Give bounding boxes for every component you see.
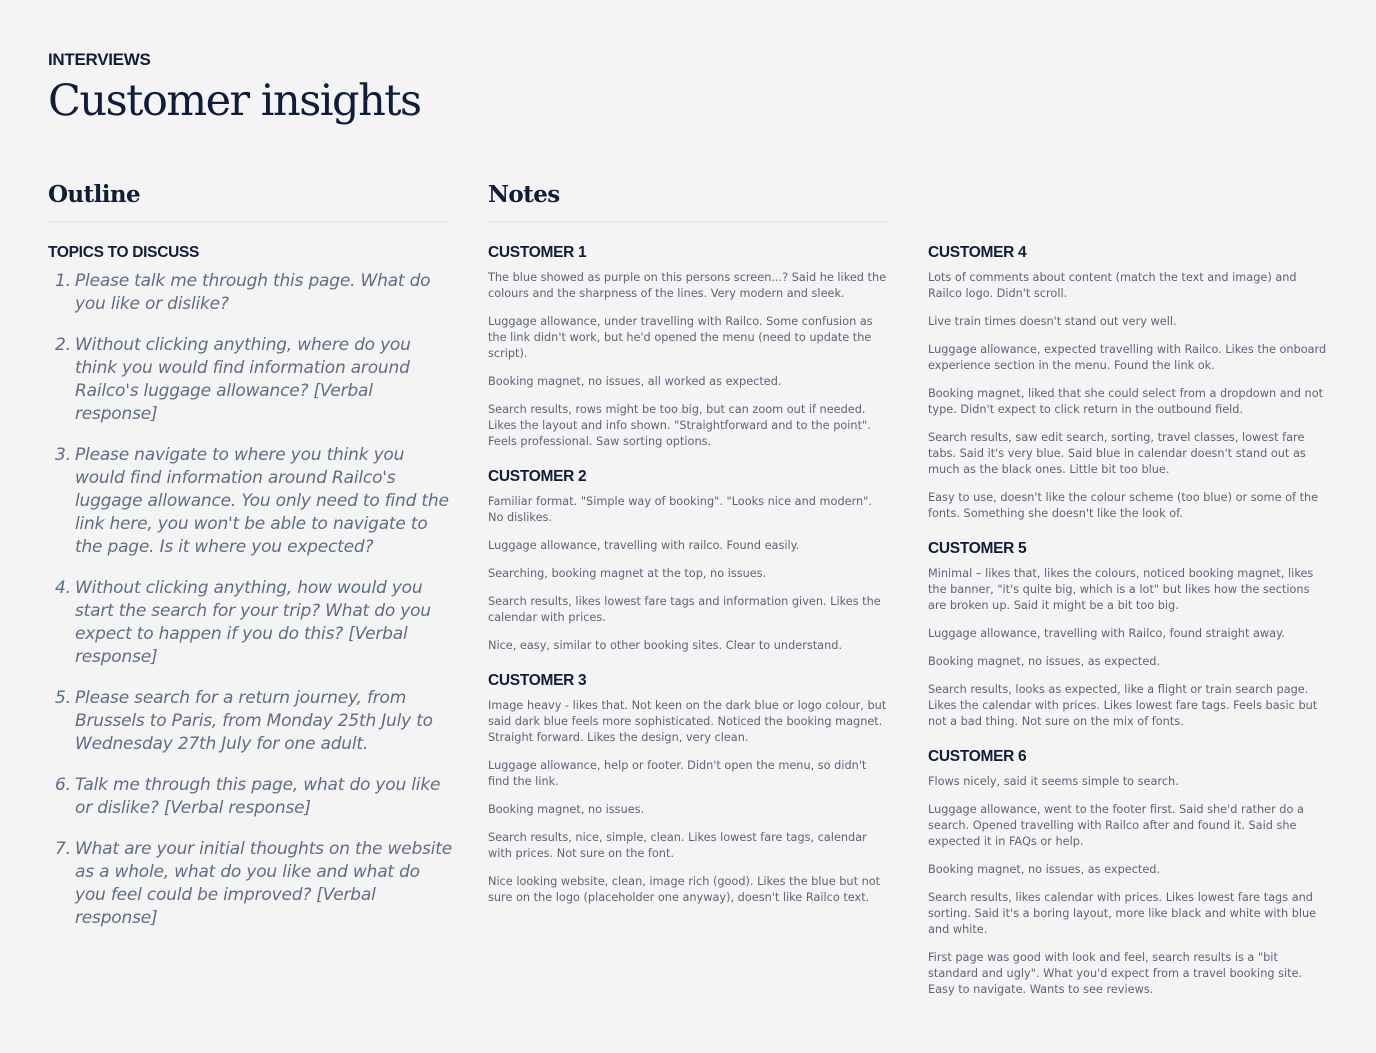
customer-note: Search results, rows might be too big, but can zoom out if needed. Likes the layout and info shown. "Straightforward and to the point". Feels professional. Saw sorting options. bbox=[488, 403, 871, 448]
topic-number: 6. bbox=[55, 775, 71, 795]
customer-block bbox=[928, 244, 1328, 522]
customer-note: Live train times doesn't stand out very well. bbox=[928, 315, 1177, 328]
customer-note: Luggage allowance, travelling with railco. Found easily. bbox=[488, 539, 800, 552]
customer-note: Search results, nice, simple, clean. Likes lowest fare tags, calendar with prices. Not sure on the font. bbox=[488, 831, 867, 860]
topic-item bbox=[48, 444, 453, 559]
topics-subheading: TOPICS TO DISCUSS bbox=[48, 244, 200, 261]
topic-text: Without clicking anything, where do you think you would find information around Railco's luggage allowance? [Verbal response] bbox=[75, 335, 411, 424]
customer-note: Booking magnet, no issues, as expected. bbox=[928, 863, 1161, 876]
customer-name: CUSTOMER 5 bbox=[928, 540, 1027, 557]
customer-note: Image heavy - likes that. Not keen on the dark blue or logo colour, but said dark blue feels more sophisticated. Noticed the booking magnet. Straight forward. Likes the design, very clean. bbox=[488, 699, 887, 744]
customer-note: Familiar format. "Simple way of booking". "Looks nice and modern". No dislikes. bbox=[488, 495, 872, 524]
topic-item bbox=[48, 334, 453, 426]
page-eyebrow: INTERVIEWS bbox=[48, 50, 151, 69]
customer-note: Search results, saw edit search, sorting, travel classes, lowest fare tabs. Said it's very blue. Said blue in calendar doesn't stand out as much as the black ones. Little bit too blue. bbox=[928, 431, 1306, 476]
notes-heading: Notes bbox=[488, 181, 560, 208]
notes-column-left bbox=[488, 244, 888, 924]
topic-number: 3. bbox=[55, 445, 71, 465]
outline-divider bbox=[48, 221, 448, 223]
customer-note: Booking magnet, no issues, as expected. bbox=[928, 655, 1161, 668]
page-title: Customer insights bbox=[48, 76, 421, 126]
topic-item bbox=[48, 270, 453, 316]
topic-text: What are your initial thoughts on the website as a whole, what do you like and what do you feel could be improved? [Verbal response] bbox=[75, 839, 452, 928]
topic-text: Please navigate to where you think you would find information around Railco's luggage allowance. You only need to find the link here, you won't be able to navigate to the page. Is it where you expected? bbox=[75, 445, 449, 557]
customer-note: Luggage allowance, went to the footer first. Said she'd rather do a search. Opened travelling with Railco after and found it. Said she expected it in FAQs or help. bbox=[928, 803, 1304, 848]
customer-block bbox=[928, 748, 1328, 998]
outline-section bbox=[48, 244, 453, 930]
notes-column-right bbox=[928, 244, 1328, 1016]
customer-note: Search results, likes lowest fare tags and information given. Likes the calendar with prices. bbox=[488, 595, 881, 624]
topic-number: 5. bbox=[55, 688, 71, 708]
topics-list bbox=[48, 270, 453, 930]
topic-text: Please search for a return journey, from Brussels to Paris, from Monday 25th July to Wednesday 27th July for one adult. bbox=[75, 688, 433, 754]
customer-name: CUSTOMER 2 bbox=[488, 468, 587, 485]
customer-note: Flows nicely, said it seems simple to search. bbox=[928, 775, 1179, 788]
customer-note: Minimal – likes that, likes the colours, noticed booking magnet, likes the banner, "it's quite big, which is a lot" but likes how the sections are broken up. Said it might be a bit too big. bbox=[928, 567, 1314, 612]
topic-number: 4. bbox=[55, 578, 71, 598]
customer-note: Search results, likes calendar with prices. Likes lowest fare tags and sorting. Said it's a boring layout, more like black and white with blue and white. bbox=[928, 891, 1317, 936]
customer-note: Nice, easy, similar to other booking sites. Clear to understand. bbox=[488, 639, 843, 652]
customer-block bbox=[488, 468, 888, 654]
topic-item bbox=[48, 687, 453, 756]
topic-number: 1. bbox=[55, 271, 71, 291]
customer-note: Luggage allowance, under travelling with Railco. Some confusion as the link didn't work, but he'd opened the menu (need to update the script). bbox=[488, 315, 873, 360]
customer-note: The blue showed as purple on this persons screen...? Said he liked the colours and the sharpness of the lines. Very modern and sleek. bbox=[488, 271, 887, 300]
notes-divider bbox=[488, 221, 888, 223]
customer-name: CUSTOMER 1 bbox=[488, 244, 587, 261]
customer-block bbox=[488, 244, 888, 450]
topic-number: 2. bbox=[55, 335, 71, 355]
customer-note: Searching, booking magnet at the top, no issues. bbox=[488, 567, 767, 580]
customer-note: Booking magnet, no issues. bbox=[488, 803, 645, 816]
customer-block bbox=[928, 540, 1328, 730]
topic-text: Talk me through this page, what do you like or dislike? [Verbal response] bbox=[75, 775, 441, 818]
topic-item bbox=[48, 774, 453, 820]
customer-note: Booking magnet, no issues, all worked as expected. bbox=[488, 375, 782, 388]
customer-name: CUSTOMER 6 bbox=[928, 748, 1027, 765]
customer-note: Easy to use, doesn't like the colour scheme (too blue) or some of the fonts. Something she doesn't like the look of. bbox=[928, 491, 1319, 520]
topic-item bbox=[48, 838, 453, 930]
customer-note: Luggage allowance, expected travelling with Railco. Likes the onboard experience section in the menu. Found the link ok. bbox=[928, 343, 1327, 372]
customer-name: CUSTOMER 3 bbox=[488, 672, 587, 689]
customer-block bbox=[488, 672, 888, 906]
customer-note: Lots of comments about content (match the text and image) and Railco logo. Didn't scroll. bbox=[928, 271, 1297, 300]
customer-note: Booking magnet, liked that she could select from a dropdown and not type. Didn't expect to click return in the outbound field. bbox=[928, 387, 1324, 416]
outline-heading: Outline bbox=[48, 181, 141, 208]
topic-item bbox=[48, 577, 453, 669]
customer-note: Luggage allowance, help or footer. Didn't open the menu, so didn't find the link. bbox=[488, 759, 867, 788]
topic-text: Please talk me through this page. What do you like or dislike? bbox=[75, 271, 431, 314]
customer-note: Search results, looks as expected, like a flight or train search page. Likes the calendar with prices. Likes lowest fare tags. Feels basic but not a bad thing. Not sure on the mix of fonts. bbox=[928, 683, 1318, 728]
customer-note: First page was good with look and feel, search results is a "bit standard and ugly". What you'd expect from a travel booking site. Easy to navigate. Wants to see reviews. bbox=[928, 951, 1303, 996]
customer-name: CUSTOMER 4 bbox=[928, 244, 1027, 261]
topic-number: 7. bbox=[55, 839, 71, 859]
customer-note: Nice looking website, clean, image rich (good). Likes the blue but not sure on the logo (placeholder one anyway), doesn't like Railco text. bbox=[488, 875, 881, 904]
customer-note: Luggage allowance, travelling with Railco, found straight away. bbox=[928, 627, 1285, 640]
topic-text: Without clicking anything, how would you start the search for your trip? What do you expect to happen if you do this? [Verbal response] bbox=[75, 578, 431, 667]
